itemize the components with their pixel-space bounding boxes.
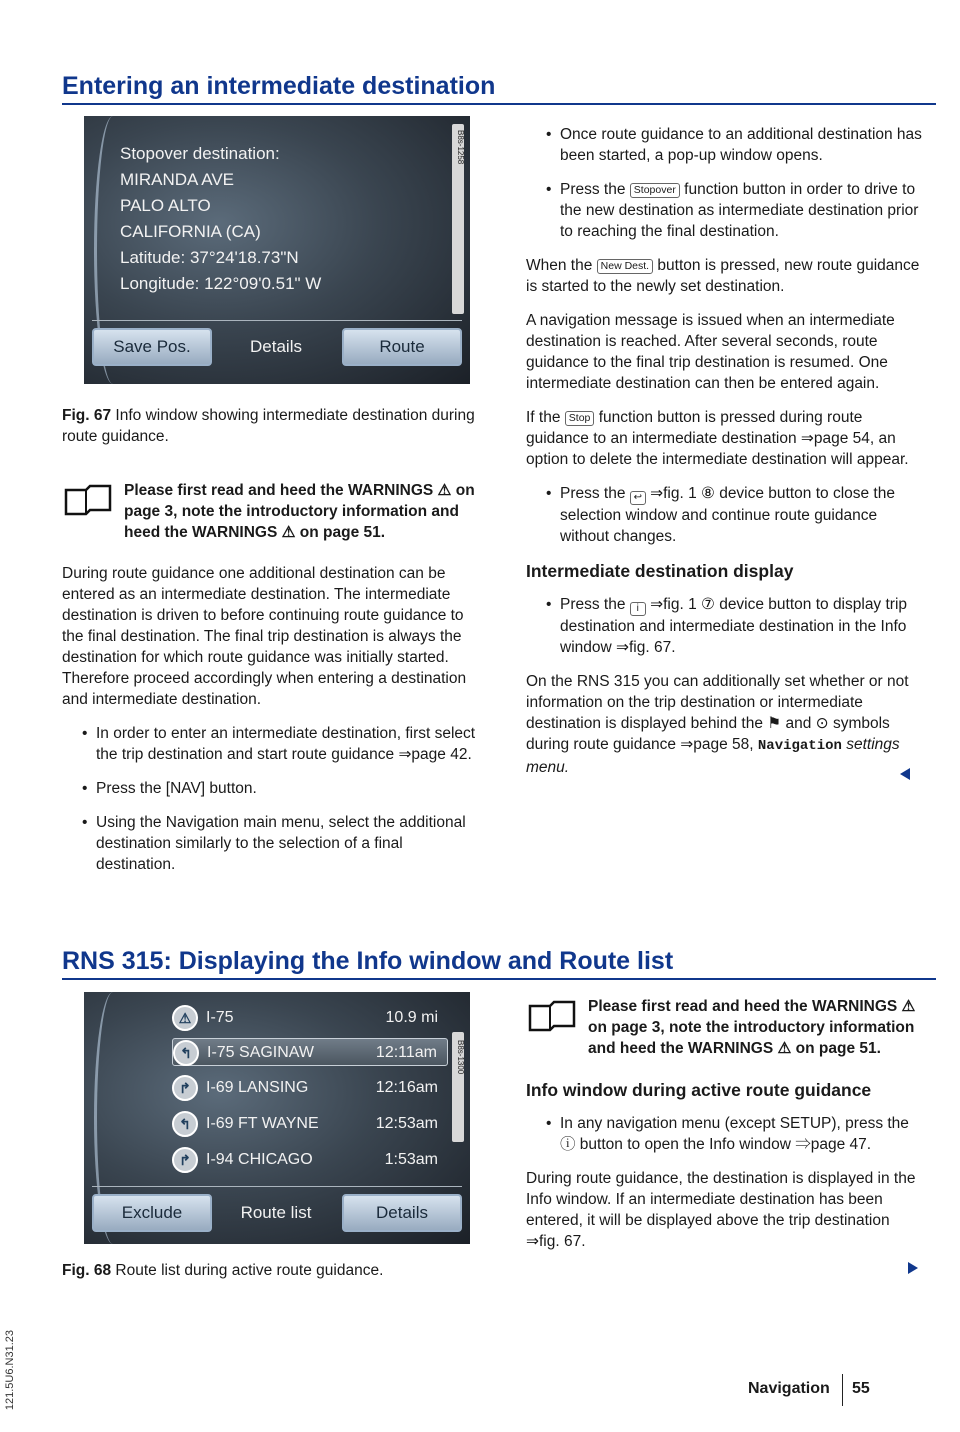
figure-code: B8s-1300 <box>456 1040 465 1075</box>
paragraph <box>526 407 926 470</box>
text: When the <box>526 257 593 274</box>
left-column <box>62 480 482 888</box>
text: ⇒fig. 1 ⑧ device button to close the selection window and continue route guidance without changes. <box>560 485 895 545</box>
info-window-screenshot <box>84 116 470 384</box>
turn-right-icon: ↱ <box>172 1075 198 1101</box>
footer-section-label: Navigation <box>748 1380 830 1397</box>
bullet-item: • Using the Navigation main menu, select the additional destination similarly to the selection of a final destination. <box>62 812 482 875</box>
figure-label: Fig. 67 <box>62 407 112 424</box>
bullet-item: • Press the [NAV] button. <box>62 778 482 799</box>
route-row[interactable] <box>172 1146 448 1174</box>
continue-arrow-icon <box>908 1262 918 1274</box>
bullet-item: • Once route guidance to an additional destination has been started, a pop-up window opens. <box>526 124 926 166</box>
section-title: Entering an intermediate destination <box>62 72 496 100</box>
book-icon <box>526 998 578 1034</box>
figure-caption-text: Route list during active route guidance. <box>115 1262 384 1279</box>
route-name: I-69 FT WAYNE <box>206 1115 319 1132</box>
text: button is pressed, new route guidance is started to the newly set destination. <box>526 257 920 295</box>
menu-name: Navigation <box>757 738 842 754</box>
stop-key: Stop <box>565 411 595 426</box>
warning-note <box>62 480 482 543</box>
intro-paragraph: During route guidance one additional destination can be entered as an intermediate destination. The intermediate destination is driven to before continuing route guidance to the final destination. The final trip destination is always the destination for which route guidance was initially started. Therefore proceed accordingly when entering a destination and intermediate destination. <box>62 565 467 708</box>
screen-line: Longitude: 122°09'0.51" W <box>120 274 322 293</box>
route-time: 12:11am <box>375 1044 437 1061</box>
route-time: 1:53am <box>384 1151 438 1168</box>
bullet-item <box>526 179 926 242</box>
screen-line: CALIFORNIA (CA) <box>120 222 261 241</box>
route-button[interactable]: Route <box>342 328 462 366</box>
route-row[interactable] <box>172 1074 448 1102</box>
screen-line: Latitude: 37°24'18.73"N <box>120 248 299 267</box>
screen-line: Stopover destination: <box>120 144 280 163</box>
route-row-selected[interactable] <box>172 1038 448 1066</box>
text: function button is pressed during route guidance to an intermediate destination ⇒page 54, an option to delete the intermediate destination will appear. <box>526 409 909 468</box>
stopover-key: Stopover <box>630 183 680 198</box>
route-row[interactable] <box>172 1110 448 1138</box>
route-list-screenshot <box>84 992 470 1244</box>
save-pos-button[interactable]: Save Pos. <box>92 328 212 366</box>
figure-caption <box>62 405 482 447</box>
text: If the <box>526 409 561 426</box>
turn-right-icon: ↱ <box>172 1147 198 1173</box>
paragraph <box>526 671 926 778</box>
bullet-item: • Press the ↩ ⇒fig. 1 ⑧ device button to close the selection window and continue route guidance without changes. <box>526 483 926 547</box>
details-tab[interactable]: Details <box>250 337 302 356</box>
route-time: 12:53am <box>375 1115 438 1132</box>
exclude-button[interactable]: Exclude <box>92 1194 212 1232</box>
bullet-item: • In any navigation menu (except SETUP), press the ⓘ button to open the Info window ⇒page 47. <box>526 1113 926 1155</box>
text: On the RNS 315 you can additionally set whether or not information on the trip destination or intermediate destination is displayed behind the ⚑ and ⊙ symbols during route guidance ⇒page 58, <box>526 673 909 753</box>
turn-left-icon: ↰ <box>172 1111 198 1137</box>
route-time: 10.9 mi <box>385 1009 438 1026</box>
warning-text: Please first read and heed the WARNINGS ⚠ on page 3, note the introductory information and heed the WARNINGS ⚠ on page 51. <box>588 998 916 1057</box>
route-row[interactable] <box>172 1004 448 1032</box>
route-name: I-75 <box>206 1009 234 1026</box>
warning-note <box>526 996 926 1059</box>
screen-line: MIRANDA AVE <box>120 170 234 189</box>
page-number: 55 <box>852 1380 870 1397</box>
right-column <box>526 996 926 1265</box>
back-button-icon: ↩ <box>630 491 646 505</box>
paragraph: During route guidance, the destination is displayed in the Info window. If an intermediate destination has been entered, it will be displayed above the trip destination ⇒fig. 67. <box>526 1170 916 1250</box>
new-dest-key: New Dest. <box>597 259 653 274</box>
text: ⇒fig. 1 ⑦ device button to display trip destination and intermediate destination in the Info window ⇒fig. 67. <box>560 596 908 656</box>
section-end-icon <box>900 768 910 780</box>
route-name: I-94 CHICAGO <box>206 1151 313 1168</box>
bullet-item: • Press the i ⇒fig. 1 ⑦ device button to display trip destination and intermediate destination in the Info window ⇒fig. 67. <box>526 594 926 658</box>
bullet-item: • In order to enter an intermediate destination, first select the trip destination and start route guidance ⇒page 42. <box>62 723 482 765</box>
subheading: Info window during active route guidance <box>526 1080 872 1100</box>
section-title: RNS 315: Displaying the Info window and Route list <box>62 947 674 975</box>
section-rule <box>62 103 936 105</box>
turn-left-icon: ↰ <box>173 1040 199 1066</box>
paragraph <box>526 255 926 297</box>
info-button-icon: i <box>630 602 646 616</box>
route-name: I-69 LANSING <box>206 1079 309 1096</box>
details-button[interactable]: Details <box>342 1194 462 1232</box>
book-icon <box>62 482 114 518</box>
paragraph: A navigation message is issued when an intermediate destination is reached. After several seconds, route guidance to the final trip destination is resumed. One intermediate destination can then be entered again. <box>526 312 895 392</box>
figure-label: Fig. 68 <box>62 1262 112 1279</box>
document-code: 121.5U6.N31.23 <box>4 1330 16 1411</box>
right-column <box>526 124 926 791</box>
warning-text: Please first read and heed the WARNINGS ⚠ on page 3, note the introductory information and heed the WARNINGS ⚠ on page 51. <box>124 482 475 541</box>
subheading: Intermediate destination display <box>526 561 794 581</box>
route-time: 12:16am <box>375 1079 438 1096</box>
footer-divider <box>842 1374 843 1406</box>
text: settings menu. <box>526 736 900 776</box>
route-name: I-75 SAGINAW <box>207 1044 314 1061</box>
figure-code: B8s-1258 <box>456 130 465 165</box>
section-rule <box>62 978 936 980</box>
screen-line: PALO ALTO <box>120 196 211 215</box>
text: function button in order to drive to the new destination as intermediate destination prior to reaching the final destination. <box>560 181 919 240</box>
figure-caption-text: Info window showing intermediate destination during route guidance. <box>62 407 475 445</box>
route-list-tab[interactable]: Route list <box>240 1203 312 1222</box>
warning-icon: ⚠ <box>172 1005 198 1031</box>
text: Press the <box>560 181 626 198</box>
figure-caption <box>62 1260 482 1281</box>
